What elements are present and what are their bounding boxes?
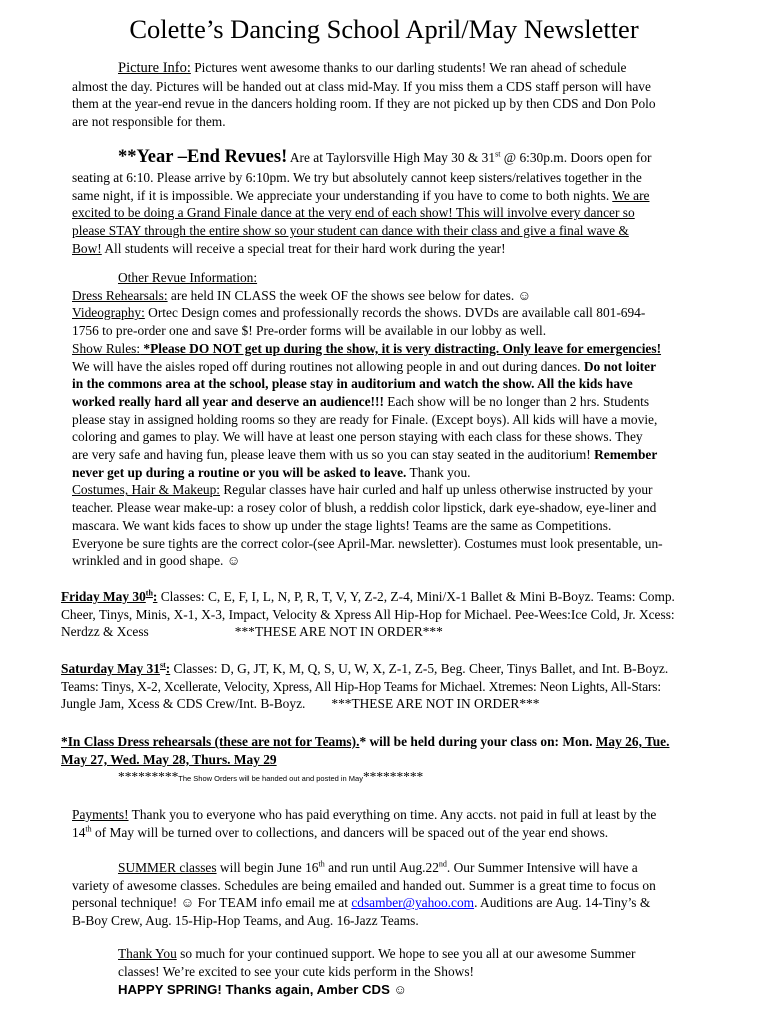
show-rules-line (72, 340, 762, 358)
picture-info-line: are not responsible for them. (72, 114, 226, 130)
in-class-text: * will be held during your class on: Mon. (359, 734, 596, 749)
payments-line (72, 824, 762, 842)
summer-text: and run until Aug.22 (324, 860, 439, 875)
revue-text-underlined: We are (612, 187, 650, 203)
revue-heading: **Year –End Revues! (118, 147, 288, 167)
newsletter-title: Colette’s Dancing School April/May Newsletter (129, 14, 639, 44)
show-orders-text: The Show Orders will be handed out and posted in May (178, 774, 363, 784)
picture-info-line (72, 59, 742, 78)
saturday-text: Jungle Jam, Xcess & CDS Crew/Int. B-Boyz. (61, 696, 306, 712)
videography-text: Ortec Design comes and professionally records the shows. DVDs are available call 801-694- (144, 305, 646, 321)
saturday-line (61, 695, 768, 713)
show-rules-line: coloring and games to play. We will have at least one person staying with each class for these shows. They (72, 429, 643, 445)
stars: ********* (118, 769, 179, 785)
summer-sup: nd (438, 859, 447, 869)
dress-rehearsal-label: Dress Rehearsals: (72, 287, 168, 303)
videography-line: 1756 to pre-order one and save $! Pre-order forms will be available in our lobby as well. (72, 323, 547, 339)
payments-sup: th (85, 824, 92, 834)
costumes-line: mascara. We want kids faces to show up under the stage lights! Teams are the same as Competitions. (72, 517, 612, 533)
revue-text: @ 6:30p.m. Doors open for (500, 150, 652, 165)
payments-text: Thank you to everyone who has paid everything on time. Any accts. not paid in full at least by the (128, 807, 657, 822)
payments-text: 14 (72, 824, 86, 840)
show-rules-text: Each show will be no longer than 2 hrs. Students (383, 393, 650, 409)
show-rules-text: We will have the aisles roped off during routines not allowing people in and out during dances. (72, 358, 584, 374)
saturday-colon: : (165, 661, 171, 676)
sign-off: HAPPY SPRING! Thanks again, Amber CDS ☺ (118, 982, 407, 998)
show-rules-bold: Do not loiter (583, 358, 657, 374)
summer-text: will begin June 16 (216, 860, 319, 875)
revue-line: please STAY through the entire show so your student can dance with their class and give a final wave & (72, 223, 629, 239)
saturday-order-note: ***THESE ARE NOT IN ORDER*** (331, 696, 540, 712)
friday-sup: th (145, 588, 153, 598)
summer-label: SUMMER classes (118, 860, 217, 875)
in-class-date: Tue. (641, 734, 670, 749)
show-orders-note (61, 768, 766, 788)
email-link[interactable]: cdsamber@yahoo.com (351, 895, 475, 911)
summer-line: variety of awesome classes. Schedules are being emailed and handed out. Summer is a great time to focus on (72, 877, 656, 893)
show-rules-label: Show Rules: (72, 340, 141, 356)
stars: ********* (362, 769, 424, 785)
friday-text: Classes: C, E, F, I, L, N, P, R, T, V, Y, Z-2, Z-4, Mini/X-1 Ballet & Mini B-Boyz. Teams: Comp. (157, 589, 675, 604)
show-rules-line (72, 446, 762, 464)
show-rules-bold: never get up during a routine or you will be asked to leave. (72, 464, 407, 480)
friday-section (61, 588, 766, 641)
in-class-rehearsal-section (61, 733, 766, 788)
revue-line (72, 146, 752, 169)
show-rules-bold: worked really hard all year and deserve an audience!!! (72, 393, 384, 409)
in-class-line: May 27, Wed. May 28, Thurs. May 29 (61, 751, 277, 767)
summer-text: personal technique! ☺ For TEAM info email me at (72, 895, 352, 911)
videography-label: Videography: (72, 305, 145, 321)
payments-section (72, 806, 762, 841)
in-class-heading: *In Class Dress rehearsals (these are not for Teams). (61, 734, 360, 749)
costumes-label: Costumes, Hair & Makeup: (72, 482, 221, 498)
costumes-line: teacher. Please wear make-up: a rosey color of blush, a reddish color lipstick, dark eye-shadow, eye-liner and (72, 500, 657, 516)
show-rules-text: Thank you. (406, 464, 471, 480)
friday-text: Nerdzz & Xcess (61, 624, 149, 640)
thanks-label: Thank You (118, 946, 177, 961)
other-revue-info-section (72, 269, 762, 570)
year-end-revues-section (72, 146, 752, 258)
picture-info-heading: Picture Info: (118, 60, 191, 76)
picture-info-text: Pictures went awesome thanks to our darling students! We ran ahead of schedule (190, 60, 627, 75)
picture-info-line: almost the day. Pictures will be handed out at class mid-May. If you miss them a CDS staff person will have (72, 78, 651, 94)
other-info-heading-line (72, 269, 762, 287)
summer-text: . Our Summer Intensive will have a (446, 860, 638, 875)
friday-line (61, 623, 766, 641)
show-rules-text: are very safe and having fun, please leave them with us so you can stay seated in the auditorium! (72, 447, 595, 463)
costumes-line: Everyone be sure tights are the correct color-(see April-Mar. newsletter). Costumes must look presentable, un- (72, 535, 663, 551)
saturday-text: Classes: D, G, JT, K, M, Q, S, U, W, X, Z-1, Z-5, Beg. Cheer, Tinys Ballet, and Int. B-Boyz. (170, 661, 669, 676)
payments-text: of May will be turned over to collections, and dancers will be spaced out of the year end shows. (91, 824, 609, 840)
friday-line (61, 588, 766, 606)
show-rules-bold: Remember (594, 447, 658, 463)
show-rules-text: *Please DO NOT get up during the show, it is very distracting. Only leave for emergencies! (140, 340, 662, 356)
show-rules-line: in the commons area at the school, please stay in auditorium and watch the show. All the kids have (72, 376, 633, 392)
thanks-line (118, 945, 758, 963)
summer-line (72, 894, 762, 912)
summer-sup: th (318, 859, 325, 869)
revue-text: same night, if it is impossible. We appreciate your understanding if you have to come to both nights. (72, 187, 613, 203)
show-rules-line (72, 358, 762, 376)
show-rules-line (72, 464, 762, 482)
revue-line (72, 240, 752, 258)
dress-rehearsal-text: are held IN CLASS the week OF the shows see below for dates. ☺ (167, 287, 532, 303)
summer-text: . Auditions are Aug. 14-Tiny’s & (474, 895, 651, 911)
revue-line: excited to be doing a Grand Finale dance at the very end of each show! This will involve every dancer so (72, 205, 635, 221)
costumes-line: wrinkled and in good shape. ☺ (72, 553, 241, 569)
show-rules-line: please stay in assigned holding rooms so they are ready for Finale. (Except boys). All kids will have a movie, (72, 411, 658, 427)
other-info-heading: Other Revue Information: (118, 270, 258, 285)
saturday-line: Teams: Tinys, X-2, Xcellerate, Velocity, Xpress, All Hip-Hop Teams for Michael. Xtremes: Neon Lights, All-Stars: (61, 678, 661, 694)
costumes-line (72, 481, 762, 499)
videography-line (72, 304, 762, 322)
friday-order-note: ***THESE ARE NOT IN ORDER*** (234, 624, 443, 640)
payments-line (72, 806, 762, 824)
saturday-sup: st (159, 660, 166, 670)
saturday-line (61, 660, 768, 678)
revue-line: seating at 6:10. Please arrive by 6:10pm. We try but absolutely cannot keep sisters/relatives together in the (72, 170, 642, 185)
saturday-label: Saturday May 31 (61, 661, 160, 676)
in-class-line (61, 733, 766, 751)
revue-text: All students will receive a special treat for their hard work during the year! (101, 240, 506, 256)
dress-rehearsal-line (72, 287, 762, 305)
summer-line (72, 859, 762, 877)
revue-text-underlined: Bow! (72, 240, 102, 256)
payments-label: Payments! (72, 807, 129, 822)
saturday-section (61, 660, 768, 713)
summer-section (72, 859, 762, 930)
picture-info-line: them at the year-end revue in the dancers holding room. If they are not picked up by then CDS and Don Polo (72, 96, 656, 112)
friday-line: Cheer, Tinys, Minis, X-1, X-3, Impact, Velocity & Xpress All Hip-Hop for Michael. Pee-Wees:Ice Cold, Jr. Xcess: (61, 606, 675, 622)
picture-info-section (72, 59, 742, 131)
thanks-section (118, 945, 758, 999)
thanks-line: classes! We’re excited to see your cute kids perform in the Shows! (118, 963, 475, 979)
in-class-date: May 26, (595, 734, 642, 749)
revue-text: Are at Taylorsville High May 30 & 31 (287, 150, 496, 165)
show-rules-line (72, 393, 762, 411)
revue-sup: st (495, 149, 501, 159)
thanks-text: so much for your continued support. We hope to see you all at our awesome Summer (176, 946, 636, 961)
friday-colon: : (152, 589, 158, 604)
friday-label: Friday May 30 (61, 589, 146, 604)
summer-line: B-Boy Crew, Aug. 15-Hip-Hop Teams, and Aug. 16-Jazz Teams. (72, 913, 419, 929)
revue-line (72, 187, 752, 205)
costumes-text: Regular classes have hair curled and half up unless otherwise instructed by your (220, 482, 653, 498)
